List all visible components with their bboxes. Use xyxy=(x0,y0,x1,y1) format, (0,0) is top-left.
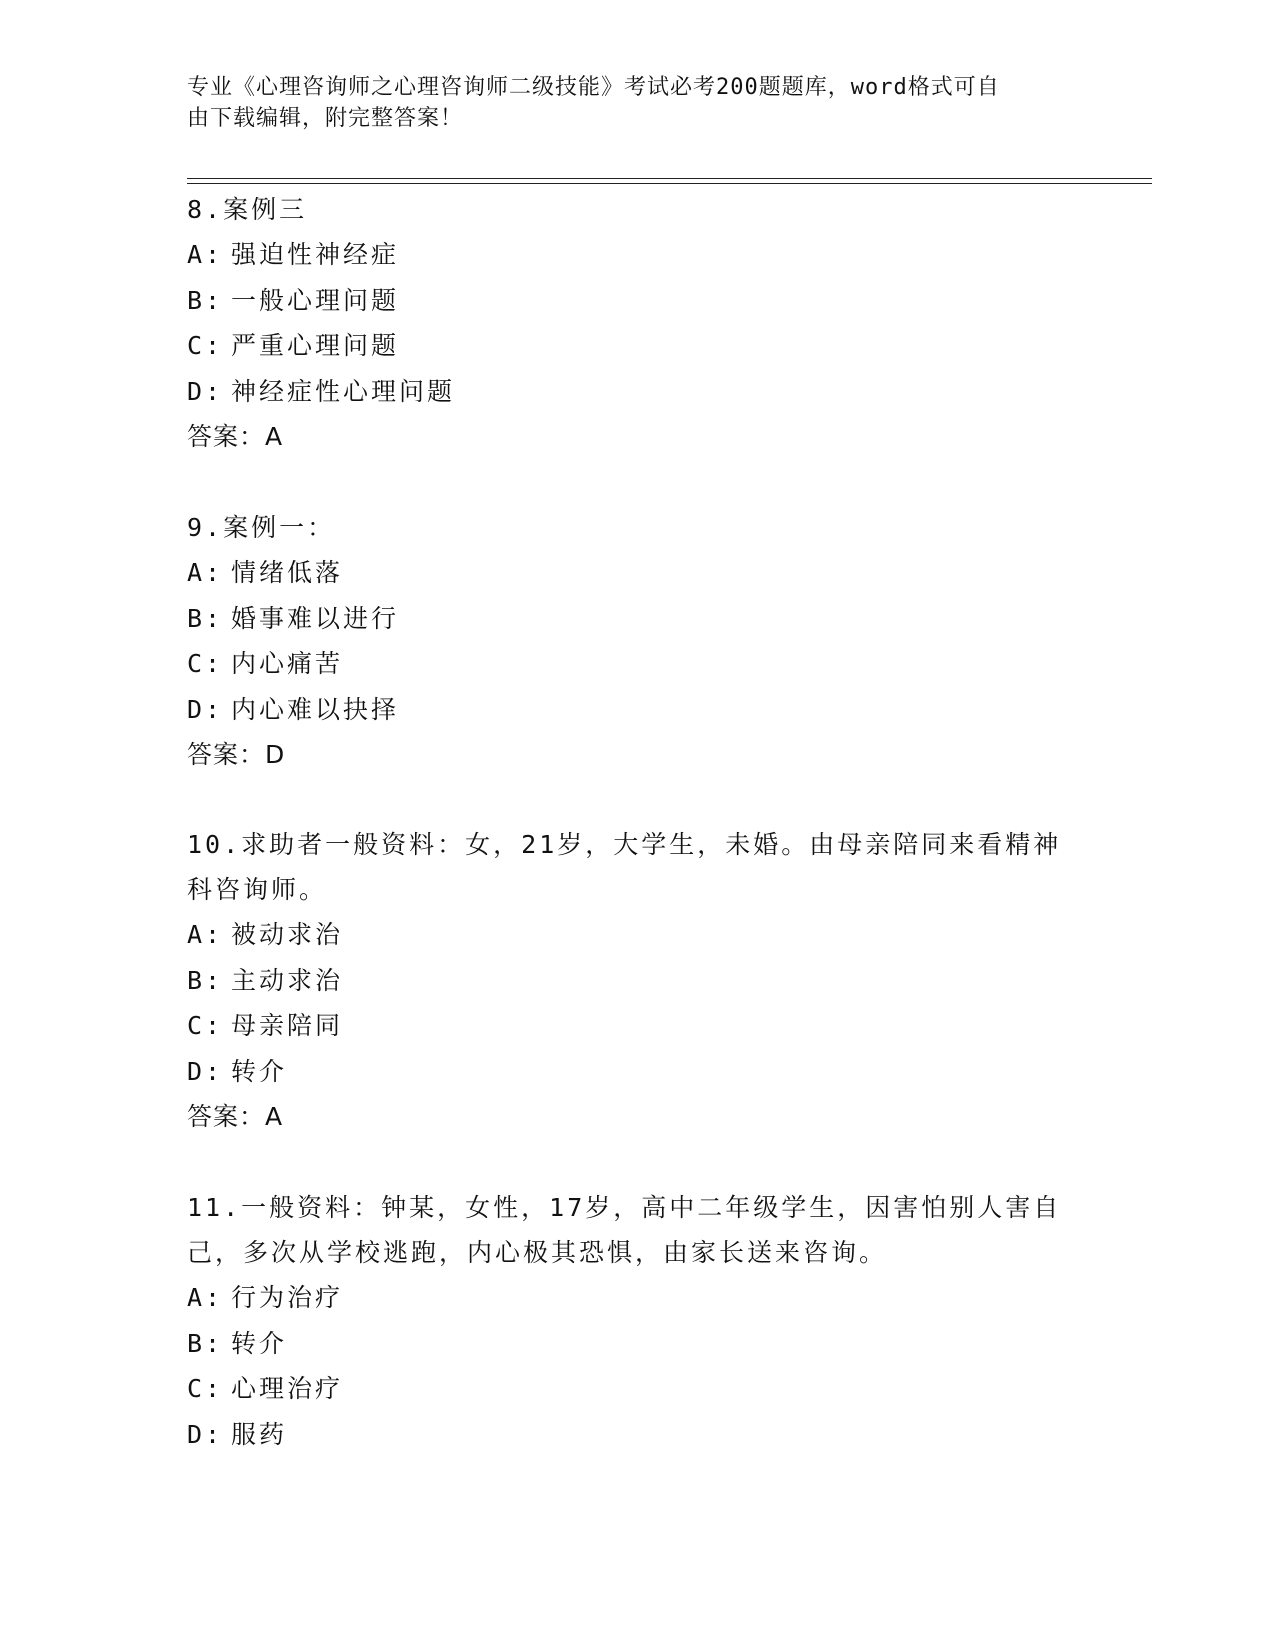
option-letter: C: xyxy=(187,331,224,360)
answer-line: 答案：D xyxy=(187,740,286,769)
option-text: 服药 xyxy=(231,1419,288,1449)
option-text: 行为治疗 xyxy=(231,1283,344,1312)
option-a xyxy=(187,232,1087,278)
answer-line: 答案：A xyxy=(187,422,284,451)
answer-line: 答案：A xyxy=(187,1102,284,1131)
question-stem-line-2: 科咨询师。 xyxy=(187,875,328,904)
option-text: 内心痛苦 xyxy=(231,649,344,678)
option-c xyxy=(187,323,1087,369)
option-text: 神经症性心理问题 xyxy=(231,376,456,406)
option-text: 转介 xyxy=(231,1328,288,1358)
header-rule-top xyxy=(187,178,1152,179)
question-stem-line-1: 10.求助者一般资料：女，21岁，大学生，未婚。由母亲陪同来看精神 xyxy=(187,830,1062,859)
header-line-2: 由下载编辑，附完整答案！ xyxy=(187,106,464,131)
option-letter: B: xyxy=(187,603,224,633)
option-letter: D: xyxy=(187,1056,224,1086)
option-text: 内心难以抉择 xyxy=(231,694,400,724)
question-10 xyxy=(187,822,1087,1139)
question-stem-line-2: 己，多次从学校逃跑，内心极其恐惧，由家长送来咨询。 xyxy=(187,1238,888,1267)
question-stem: 8.案例三 xyxy=(187,195,308,224)
option-d xyxy=(187,687,1087,733)
option-letter: B: xyxy=(187,1328,224,1358)
option-a xyxy=(187,912,1087,958)
header-line-1: 专业《心理咨询师之心理咨询师二级技能》考试必考200题题库，word格式可自 xyxy=(187,75,1000,100)
option-letter: D: xyxy=(187,376,224,406)
option-d xyxy=(187,1412,1087,1458)
option-letter: B: xyxy=(187,965,224,995)
option-text: 强迫性神经症 xyxy=(231,240,400,269)
document-header xyxy=(187,72,1087,134)
option-letter: B: xyxy=(187,285,224,315)
option-c xyxy=(187,1366,1087,1412)
option-b xyxy=(187,1321,1087,1367)
option-c xyxy=(187,1003,1087,1049)
option-letter: A: xyxy=(187,920,224,949)
option-text: 转介 xyxy=(231,1056,288,1086)
option-text: 情绪低落 xyxy=(231,558,344,587)
option-letter: D: xyxy=(187,1419,224,1449)
option-d xyxy=(187,369,1087,415)
option-letter: C: xyxy=(187,1374,224,1403)
option-text: 主动求治 xyxy=(231,965,344,995)
option-d xyxy=(187,1049,1087,1095)
question-stem: 9.案例一： xyxy=(187,513,336,542)
header-rule-bottom xyxy=(187,183,1152,184)
option-letter: A: xyxy=(187,1283,224,1312)
question-11 xyxy=(187,1185,1087,1457)
option-text: 一般心理问题 xyxy=(231,285,400,315)
option-b xyxy=(187,278,1087,324)
option-text: 被动求治 xyxy=(231,920,344,949)
option-letter: A: xyxy=(187,240,224,269)
option-b xyxy=(187,596,1087,642)
option-text: 母亲陪同 xyxy=(231,1011,344,1040)
option-text: 严重心理问题 xyxy=(231,331,400,360)
option-a xyxy=(187,1275,1087,1321)
question-stem-line-1: 11.一般资料：钟某，女性，17岁，高中二年级学生，因害怕别人害自 xyxy=(187,1193,1062,1222)
option-letter: D: xyxy=(187,694,224,724)
option-a xyxy=(187,550,1087,596)
option-text: 心理治疗 xyxy=(231,1374,344,1403)
option-letter: C: xyxy=(187,649,224,678)
option-b xyxy=(187,958,1087,1004)
question-8 xyxy=(187,187,1087,459)
option-text: 婚事难以进行 xyxy=(231,603,400,633)
option-letter: C: xyxy=(187,1011,224,1040)
option-letter: A: xyxy=(187,558,224,587)
question-9 xyxy=(187,505,1087,777)
option-c xyxy=(187,641,1087,687)
